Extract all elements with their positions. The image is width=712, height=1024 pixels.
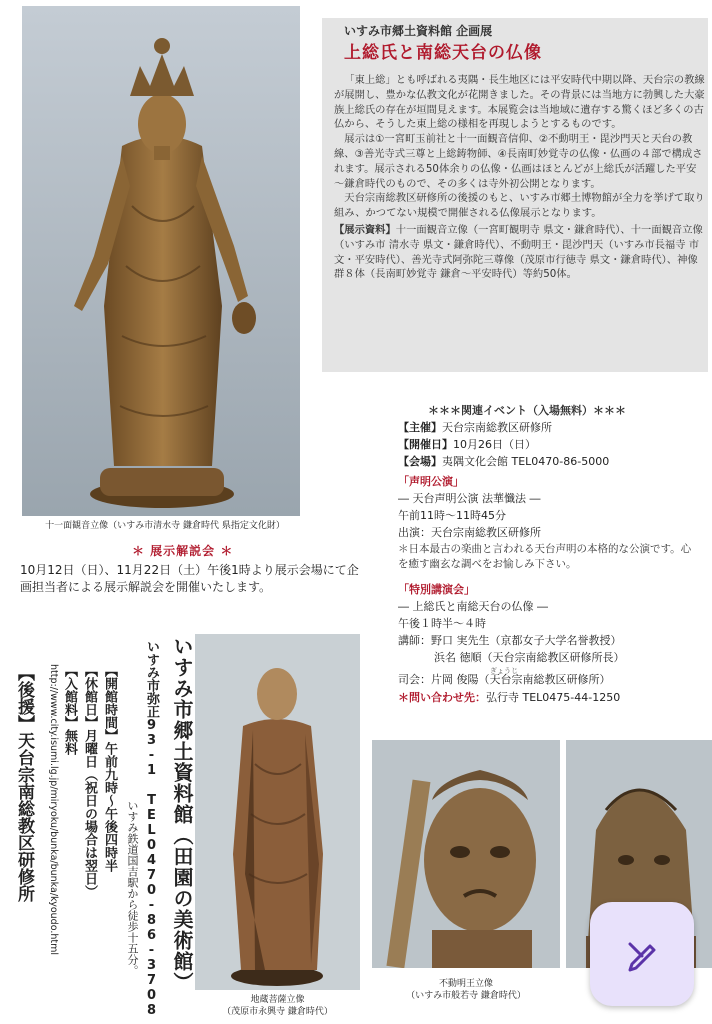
tenji-body: 10月12日（日）、11月22日（土）午後1時より展示会場にて企画担当者による展示解説会を開催いたします。 [20,563,359,594]
exhibition-description [334,73,706,282]
edit-floating-button[interactable] [590,902,694,1006]
exhibition-intro-box [322,18,708,372]
jizo-caption-2: （茂原市永興寺 鎌倉時代） [222,1007,333,1017]
fudo-face-image [372,740,560,968]
shomyo-time: 午前11時～11時45分 [398,509,506,522]
event-mc: 司会：片岡 俊陽（天台宗南総教区研修所） [398,673,611,686]
tenji-title: ＊ 展示解説会 ＊ [132,544,234,558]
museum-access: いすみ鉄道国吉駅から徒歩十五分。 [126,800,139,976]
jizo-photo [195,634,360,990]
fudo-photo-1 [372,740,560,968]
lecture-time: 午後１時半～４時 [398,617,486,630]
kannon-statue-image [22,6,300,516]
lecturer-2: 浜名 徳順（天台宗南総教区研修所長） [434,651,625,664]
intro-paragraph-2: 展示は①一宮町玉前社と十一面観音信仰、②不動明王・毘沙門天と天台の教線、③善光寺式三尊と上総鋳物師、④長南町妙覚寺の仏像・仏画の４部で構成されます。展示される50体余りの仏像・仏画はほとんどが上総氏が活躍した平安～鎌倉時代のもので、その多くは寺外初公開となります。 [334,133,703,190]
fudo-caption-1: 不動明王立像 [438,979,493,989]
shomyo-title: 「声明公演」 [398,475,464,488]
museum-address: いすみ市弥正93-1 TEL0470-86-3708 [144,640,159,1018]
exhibition-organizer: いすみ市郷土資料館 企画展 [344,24,493,38]
shomyo-subtitle: ― 天台声明公演 法華懺法 ― [398,492,541,505]
exhibit-materials [334,223,706,282]
event-host: 【主催】天台宗南総教区研修所 [398,421,552,434]
event-venue: 【会場】夷隅文化会館 TEL0470-86-5000 [398,455,610,468]
exhibit-materials-label: 【展示資料】 [334,223,396,236]
shomyo-performer: 出演：天台宗南総教区研修所 [398,526,541,539]
museum-url[interactable]: http://www.city.isumi.lg.jp/miryoku/bunka/bunka/kyoudo.html [48,664,59,955]
intro-paragraph-3: 天台宗南総教区研修所の後援のもと、いすみ市郷土博物館が全力を挙げて取り組み、かつてない規模で開催される仏像展示となります。 [334,192,705,220]
supporter: 【後援】天台宗南総教区研修所 [14,664,34,902]
exhibit-materials-text: 十一面観音立像（一宮町観明寺 県文・鎌倉時代）、十一面観音立像（いすみ市 清水寺 県文・鎌倉時代）、不動明王・毘沙門天（いすみ市長福寺 市文・平安時代）、善光寺式阿弥陀三尊像（茂原市行徳寺 県文・鎌倉時代）、神像群８体（長南町妙覚寺 鎌倉～平安時代）等約50体。 [334,223,703,281]
lecture-title: 「特別講演会」 [398,583,475,596]
fudo-caption-2: （いすみ市般若寺 鎌倉時代） [406,991,526,1001]
event-date: 【開催日】10月26日（日） [398,438,536,451]
mc-ruby: ぎょうじ [490,667,518,675]
jizo-caption-1: 地蔵菩薩立像 [250,995,305,1005]
museum-admission: 【入館料】無料 [62,664,77,755]
exhibition-title: 上総氏と南総天台の仏像 [344,43,542,63]
edit-pen-icon [622,934,662,974]
lecturer-1: 講師：野口 実先生（京都女子大学名誉教授） [398,634,622,647]
museum-closed: 【休館日】月曜日（祝日の場合は翌日） [82,664,97,898]
jizo-statue-image [195,634,360,990]
event-contact: ＊問い合わせ先：弘行寺 TEL0475-44-1250 [398,691,621,704]
museum-name: いすみ市郷土資料館（田園の美術館） [170,636,194,993]
kannon-photo [22,6,300,516]
shomyo-note: ＊日本最古の楽曲と言われる天台声明の本格的な公演です。心を癒す幽玄な調べをお愉しみ下さい。 [398,543,692,570]
intro-paragraph-1: 「東上総」とも呼ばれる夷隅・長生地区には平安時代中期以降、天台宗の教線が展開し、豊かな仏教文化が花開きました。その背景には当地方に勃興した大豪族上総氏の存在が垣間見えます。本展覧会は当地域に遺存する驚くほど多くの古仏から、そうした東上総の様相を再現しようとするものです。 [334,74,705,131]
events-header: ＊＊＊関連イベント（入場無料）＊＊＊ [428,404,626,417]
lecture-subtitle: ― 上総氏と南総天台の仏像 ― [398,600,548,613]
museum-hours: 【開館時間】午前九時～午後四時半 [102,664,117,872]
kannon-caption: 十一面観音立像（いすみ市清水寺 鎌倉時代 県指定文化財） [45,521,285,531]
